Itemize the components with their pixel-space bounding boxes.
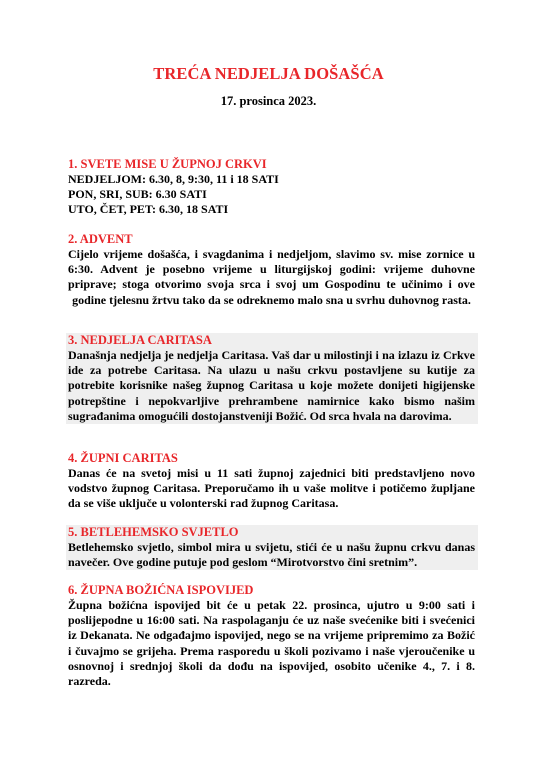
section-heading: 4. ŽUPNI CARITAS bbox=[68, 451, 178, 465]
section-heading: 6. ŽUPNA BOŽIĆNA ISPOVIJED bbox=[68, 583, 254, 597]
section-heading: 2. ADVENT bbox=[68, 232, 133, 246]
section-heading: 3. NEDJELJA CARITASA bbox=[68, 333, 212, 347]
section-parish-caritas bbox=[66, 451, 478, 512]
section-body: Današnja nedjelja je nedjelja Caritasa. Vaš dar u milostinji i na izlazu iz Crkve ide za potrebe Caritasa. Na ulazu u našu crkvu postavljene su kutije za potrebite korisnike našeg župnog Caritasa u koje možete donijeti higijenske potrepštine i nepokvarljive prehrambene namirnice kako bismo našim sugrađanima omogućili dostojanstveniji Božić. Od srca hvala na darovima. bbox=[68, 348, 475, 423]
section-body: Cijelo vrijeme došašća, i svagdanima i nedjeljom, slavimo sv. mise zornice u 6:30. Advent je posebno vrijeme u liturgijskoj godini: vrijeme duhovne priprave; stoga otvorimo svoja srca i svoj um Gospodinu te učinimo i ove godine tjelesnu žrtvu tako da se odreknemo malo sna u svrhu duhovnog rasta. bbox=[68, 247, 475, 307]
section-caritas-sunday bbox=[66, 333, 478, 424]
bulletin-date: 17. prosinca 2023. bbox=[220, 94, 317, 108]
section-body: Župna božićna ispovijed bit će u petak 22. prosinca, ujutro u 9:00 sati i poslijepodne u 16:00 sati. Na raspolaganju će uz naše svećenike biti i svećenici iz Dekanata. Ne odgađajmo ispovijed, nego se na vrijeme pripremimo za Božić i čuvajmo se grijeha. Prema rasporedu u školi pozivamo i naše vjeroučenike u osnovnoj i srednjoj školi da dođu na ispovijed, osobito učenike 4., 7. i 8. razreda. bbox=[68, 598, 475, 689]
section-holy-masses bbox=[66, 157, 478, 217]
mass-times-tue-thu-fri: UTO, ČET, PET: 6.30, 18 SATI bbox=[68, 202, 229, 216]
section-bethlehem-light bbox=[66, 525, 478, 570]
section-body: Betlehemsko svjetlo, simbol mira u svijetu, stići će u našu župnu crkvu danas navečer. Ove godine putuje pod geslom “Mirotvorstvo čini sretnim”. bbox=[68, 540, 475, 570]
section-christmas-confession bbox=[66, 583, 478, 689]
mass-times-sunday: NEDJELJOM: 6.30, 8, 9:30, 11 i 18 SATI bbox=[68, 172, 279, 186]
page-title: TREĆA NEDJELJA DOŠAŠĆA bbox=[153, 64, 384, 83]
section-heading: 5. BETLEHEMSKO SVJETLO bbox=[68, 525, 239, 539]
section-heading: 1. SVETE MISE U ŽUPNOJ CRKVI bbox=[68, 157, 267, 171]
section-body: Danas će na svetoj misi u 11 sati župnoj zajednici biti predstavljeno novo vodstvo župnog Caritasa. Preporučamo ih u vaše molitve i potičemo župljane da se više uključe u volonterski rad župnog Caritasa. bbox=[68, 466, 475, 511]
section-advent bbox=[66, 232, 478, 308]
mass-times-mon-wed-sat: PON, SRI, SUB: 6.30 SATI bbox=[68, 187, 207, 201]
